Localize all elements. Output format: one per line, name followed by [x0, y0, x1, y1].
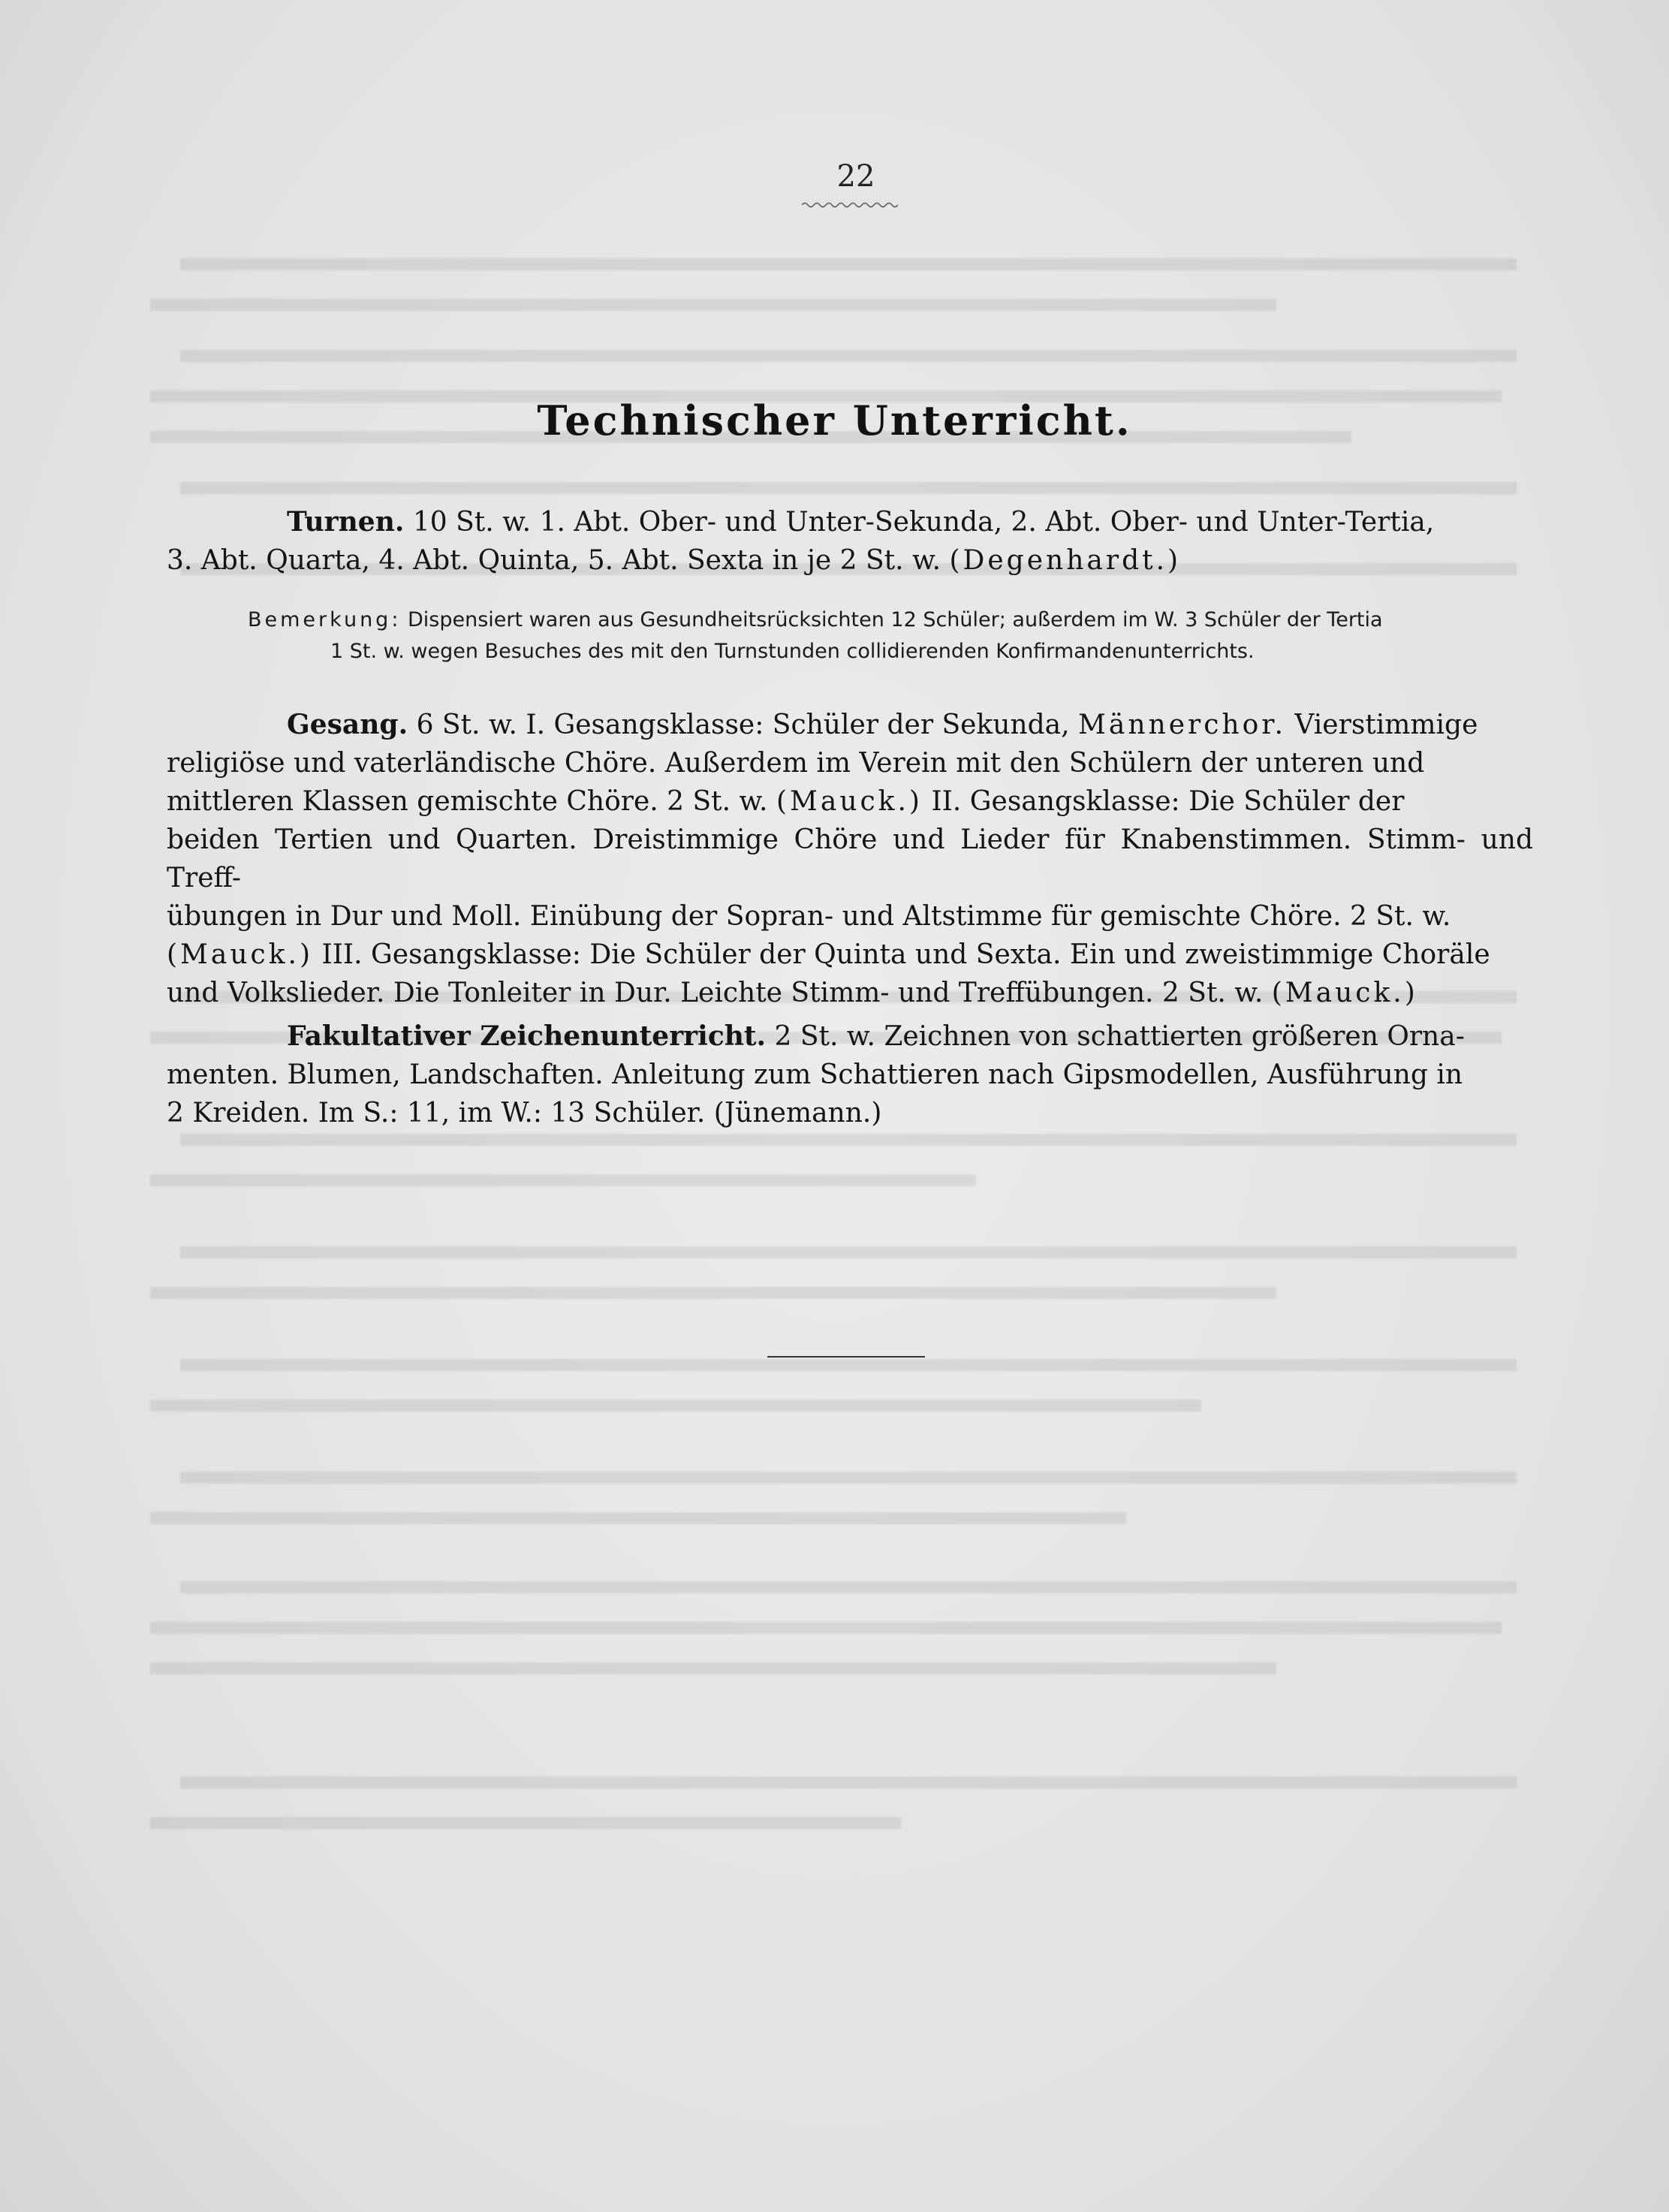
bemerkung-text-1: Dispensiert waren aus Gesundheitsrücksichten 12 Schüler; außerdem im W. 3 Schüler der Tertia [408, 608, 1383, 631]
gesang-line-5: übungen in Dur und Moll. Einübung der Sopran- und Altstimme für gemischte Chöre. 2 St. w. [167, 901, 1451, 932]
section-title: Technischer Unterricht. [537, 396, 1132, 445]
section-divider [767, 1356, 925, 1358]
gesang-text-3a: mittleren Klassen gemischte Chöre. 2 St. w. [167, 786, 768, 817]
zeichnen-heading: Fakultativer Zeichenunterricht. [287, 1020, 767, 1052]
gesang-text-3b: II. Gesangsklasse: Die Schüler der [931, 786, 1405, 817]
gesang-teacher-2: (Mauck.) [167, 939, 314, 970]
gesang-teacher-1: (Mauck.) [776, 786, 923, 817]
page-number-ornament [802, 201, 898, 209]
turnen-text-2: 3. Abt. Quarta, 4. Abt. Quinta, 5. Abt. Sexta in je 2 St. w. [167, 545, 941, 576]
page-number: 22 [836, 159, 875, 194]
gesang-teacher-3: (Mauck.) [1271, 978, 1418, 1008]
turnen-line-1 [167, 503, 1533, 541]
gesang-line-4: beiden Tertien und Quarten. Dreistimmige Chöre und Lieder für Knabenstimmen. Stimm- und Treff- [167, 824, 1533, 894]
gesang-line-6 [167, 936, 1533, 974]
gesang-maennerchor: Männerchor. [1078, 710, 1286, 740]
gesang-heading: Gesang. [287, 709, 408, 740]
zeichnen-paragraph [167, 1017, 1533, 1132]
bemerkung-label: Bemerkung: [248, 608, 402, 631]
turnen-teacher: (Degenhardt.) [949, 545, 1182, 576]
gesang-line-7 [167, 974, 1533, 1012]
gesang-line-2: religiöse und vaterländische Chöre. Außerdem im Verein mit den Schülern der unteren und [167, 748, 1425, 779]
zeichnen-line-3: 2 Kreiden. Im S.: 11, im W.: 13 Schüler. (Jünemann.) [167, 1098, 882, 1129]
bemerkung-line-2: 1 St. w. wegen Besuches des mit den Turnstunden collidierenden Konfirmandenunterrichts. [330, 640, 1255, 663]
gesang-text-7: und Volkslieder. Die Tonleiter in Dur. Leichte Stimm- und Treffübungen. 2 St. w. [167, 978, 1264, 1008]
gesang-text-6: III. Gesangsklasse: Die Schüler der Quinta und Sexta. Ein und zweistimmige Choräle [321, 939, 1490, 970]
turnen-heading: Turnen. [287, 506, 405, 538]
zeichnen-line-2: menten. Blumen, Landschaften. Anleitung zum Schattieren nach Gipsmodellen, Ausführung in [167, 1059, 1463, 1090]
gesang-line-3 [167, 782, 1533, 821]
gesang-text-1a: 6 St. w. I. Gesangsklasse: Schüler der Sekunda, [416, 710, 1070, 740]
zeichnen-line-1 [167, 1017, 1533, 1056]
zeichnen-text-1: 2 St. w. Zeichnen von schattierten größeren Orna- [774, 1021, 1465, 1052]
turnen-text-1: 10 St. w. 1. Abt. Ober- und Unter-Sekunda, 2. Abt. Ober- und Unter-Tertia, [412, 507, 1435, 538]
gesang-text-1b: Vierstimmige [1294, 710, 1478, 740]
gesang-line-1 [167, 706, 1533, 744]
turnen-line-2 [167, 541, 1533, 580]
bemerkung-line-1 [167, 604, 1533, 636]
gesang-paragraph [167, 706, 1533, 1012]
bemerkung-note [167, 604, 1533, 668]
turnen-paragraph [167, 503, 1533, 580]
